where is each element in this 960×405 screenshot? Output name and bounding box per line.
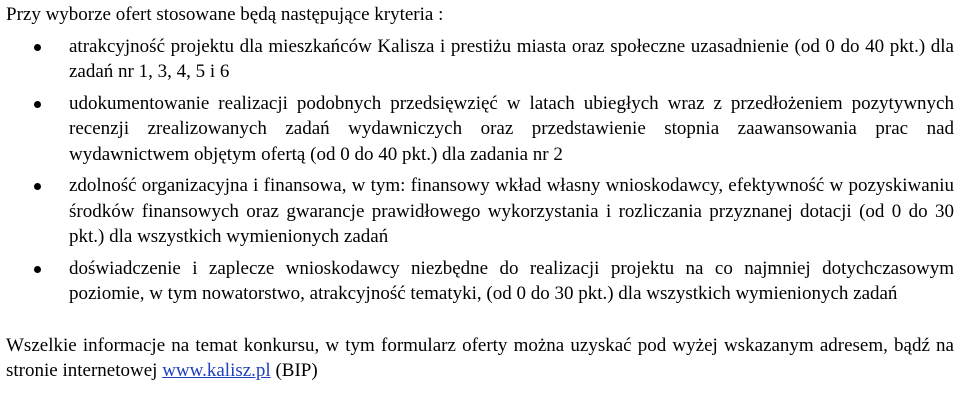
criteria-item-text: zdolność organizacyjna i finansowa, w tym: finansowy wkład własny wnioskodawcy, efektywność w pozyskiwaniu środków finansowych oraz gwarancje prawidłowego wykorzystania i rozliczania przyznanej dotacji (od 0 do 30 pkt.) dla wszystkich wymienionych zadań (69, 175, 954, 247)
bullet-icon (34, 101, 41, 108)
criteria-item-3 (6, 173, 954, 250)
criteria-item-4 (6, 256, 954, 307)
bullet-icon (34, 183, 41, 190)
bullet-icon (34, 44, 41, 51)
bullet-icon (34, 266, 41, 273)
criteria-item-text: atrakcyjność projektu dla mieszkańców Kalisza i prestiżu miasta oraz społeczne uzasadnienie (od 0 do 40 pkt.) dla zadań nr 1, 3, 4, 5 i 6 (69, 35, 954, 82)
footer-suffix: (BIP) (270, 360, 318, 381)
criteria-item-text: doświadczenie i zaplecze wnioskodawcy niezbędne do realizacji projektu na co najmniej dotychczasowym poziomie, w tym nowatorstwo, atrakcyjność tematyki, (od 0 do 30 pkt.) dla wszystkich wymienionych zadań (69, 257, 954, 304)
criteria-item-1 (6, 34, 954, 85)
footer-text: Wszelkie informacje na temat konkursu, w tym formularz oferty można uzyskać pod wyżej wskazanym adresem, bądź na stronie internetowej (6, 334, 954, 381)
website-link[interactable]: www.kalisz.pl (162, 360, 271, 381)
footer-paragraph (6, 333, 954, 384)
criteria-intro: Przy wyborze ofert stosowane będą następujące kryteria : (6, 4, 444, 25)
criteria-list (6, 34, 954, 307)
criteria-item-text: udokumentowanie realizacji podobnych przedsięwzięć w latach ubiegłych wraz z przedłożeniem pozytywnych recenzji zrealizowanych zadań wydawniczych oraz przedstawienie stopnia zaawansowania prac nad wydawnictwem objętym ofertą (od 0 do 40 pkt.) dla zadania nr 2 (69, 92, 954, 165)
criteria-item-2 (6, 91, 954, 168)
